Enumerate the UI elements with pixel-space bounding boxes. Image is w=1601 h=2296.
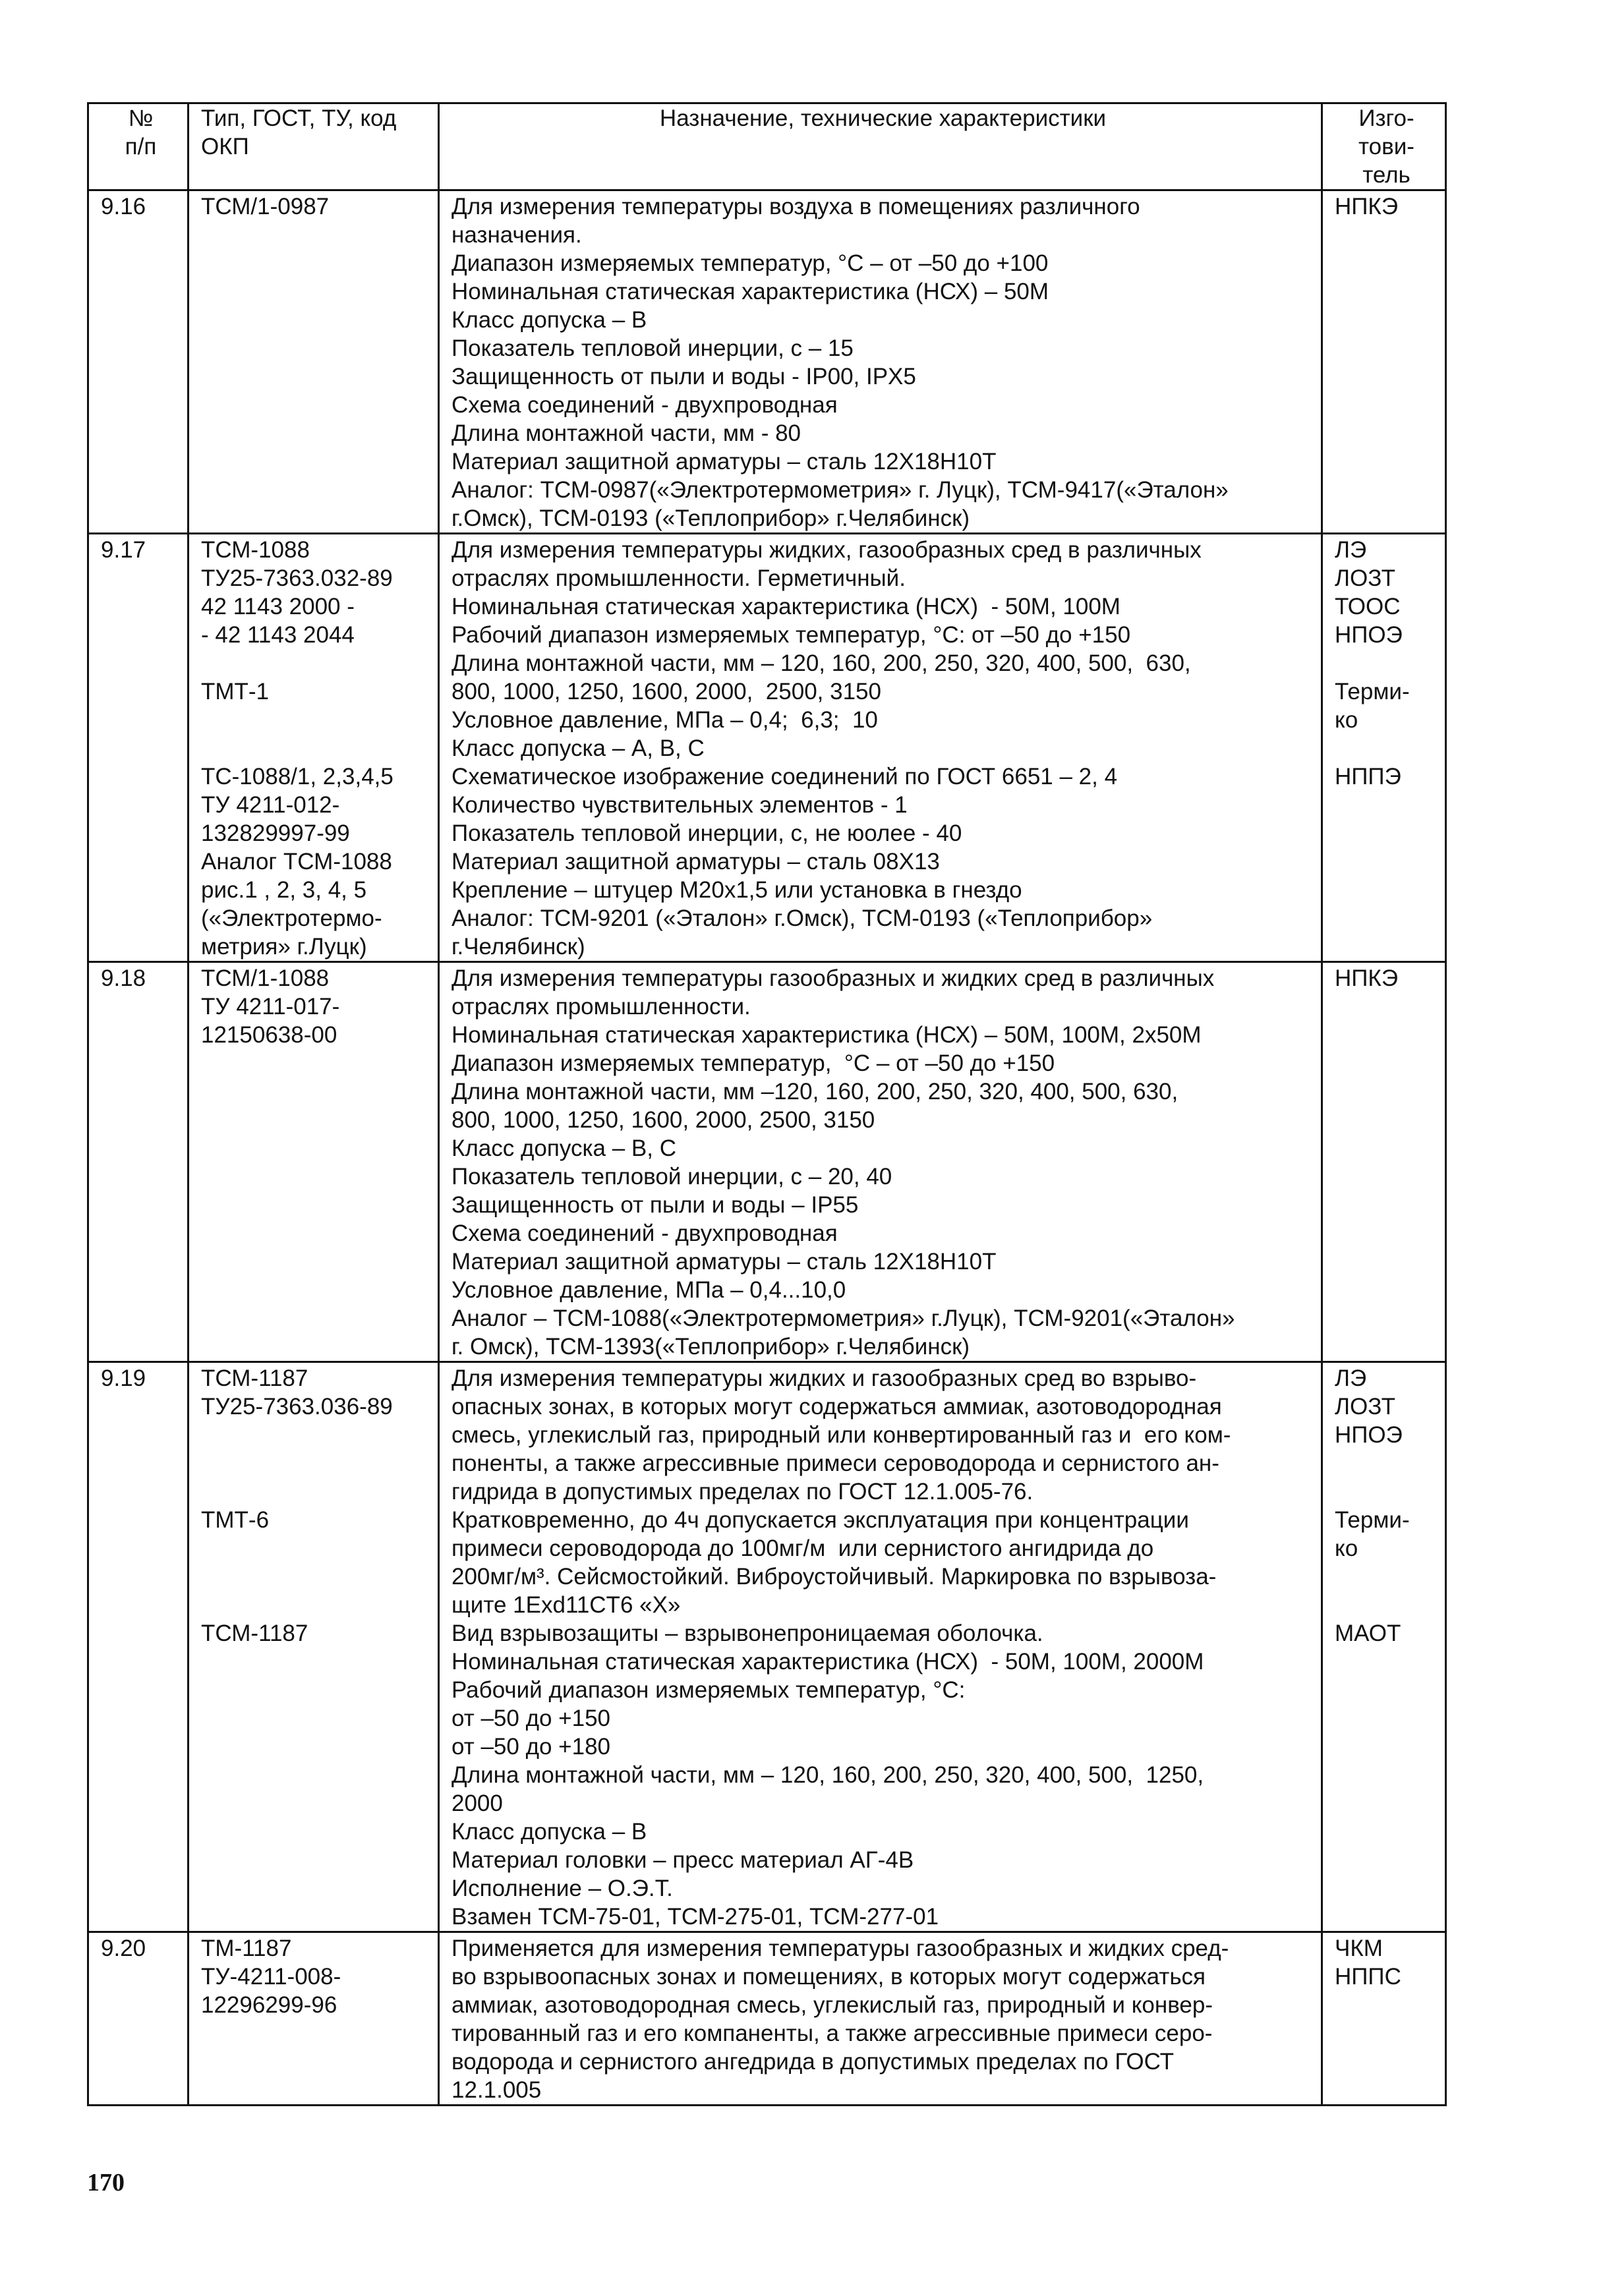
- description-line: Показатель тепловой инерции, с – 20, 40: [451, 1164, 892, 1190]
- spacer: [1335, 649, 1438, 677]
- spacer: [1335, 1563, 1438, 1591]
- header-type-line: Тип, ГОСТ, ТУ, код: [201, 105, 397, 131]
- description-line: Условное давление, МПа – 0,4...10,0: [451, 1277, 846, 1303]
- spacer: [201, 1563, 431, 1591]
- description-line: Исполнение – О.Э.Т.: [451, 1876, 673, 1901]
- description-cell: [439, 190, 1322, 534]
- description-line: от –50 до +180: [451, 1734, 611, 1760]
- page-number: 170: [87, 2169, 125, 2196]
- description-line: г.Челябинск): [451, 934, 585, 960]
- manufacturer-cell: [1322, 962, 1446, 1362]
- spacer: [201, 1421, 431, 1449]
- spacer: [201, 734, 431, 762]
- description-line: Взамен ТСМ-75-01, ТСМ-275-01, ТСМ-277-01: [451, 1904, 939, 1930]
- manufacturer-line: ЛОЗТ: [1335, 565, 1395, 591]
- header-manufacturer-line: тови-: [1358, 134, 1414, 159]
- header-description-text: Назначение, технические характеристики: [659, 105, 1107, 131]
- description-line: Рабочий диапазон измеряемых температур, °С:: [451, 1677, 966, 1703]
- description-line: 800, 1000, 1250, 1600, 2000, 2500, 3150: [451, 679, 881, 704]
- manufacturer-line: НППС: [1335, 1964, 1401, 1990]
- description-line: Вид взрывозащиты – взрывонепроницаемая оболочка.: [451, 1621, 1043, 1646]
- type-line: ТУ-4211-008-: [201, 1964, 341, 1990]
- manufacturer-line: НПКЭ: [1335, 965, 1398, 991]
- header-manufacturer-line: тель: [1362, 162, 1411, 188]
- description-line: Для измерения температуры воздуха в помещениях различного: [451, 194, 1140, 219]
- description-line: Крепление – штуцер М20х1,5 или установка в гнездо: [451, 877, 1022, 903]
- description-line: г.Омск), ТСМ-0193 («Теплоприбор» г.Челябинск): [451, 505, 970, 531]
- description-cell: [439, 962, 1322, 1362]
- spacer: [201, 706, 431, 734]
- manufacturer-line: НППЭ: [1335, 764, 1401, 789]
- description-line: Применяется для измерения температуры газообразных и жидких сред-: [451, 1936, 1229, 1961]
- description-line: Аналог – ТСМ-1088(«Электротермометрия» г.Луцк), ТСМ-9201(«Эталон»: [451, 1306, 1235, 1331]
- table-body: [88, 190, 1446, 2106]
- type-line: ТМ-1187: [201, 1936, 292, 1961]
- description-line: Длина монтажной части, мм – 120, 160, 200, 250, 320, 400, 500, 1250,: [451, 1762, 1204, 1788]
- manufacturer-line: МАОТ: [1335, 1621, 1401, 1646]
- type-line: рис.1 , 2, 3, 4, 5: [201, 877, 367, 903]
- description-line: Диапазон измеряемых температур, °С – от –50 до +150: [451, 1050, 1055, 1076]
- description-line: Класс допуска – А, В, С: [451, 735, 705, 761]
- type-standard-cell: [189, 962, 439, 1362]
- item-number: 9.16: [88, 190, 189, 534]
- header-description: [439, 103, 1322, 190]
- manufacturer-line: ЛЭ: [1335, 1365, 1367, 1391]
- description-line: аммиак, азотоводородная смесь, углекислый газ, природный и конвер-: [451, 1992, 1213, 2018]
- type-line: Аналог ТСМ-1088: [201, 849, 392, 875]
- description-line: Класс допуска – В, С: [451, 1135, 676, 1161]
- type-standard-cell: [189, 190, 439, 534]
- manufacturer-line: ко: [1335, 707, 1358, 733]
- description-line: примеси сероводорода до 100мг/м или сернистого ангидрида до: [451, 1535, 1154, 1561]
- description-line: Номинальная статическая характеристика (НСХ) - 50М, 100М, 2000М: [451, 1649, 1204, 1675]
- header-type: [189, 103, 439, 190]
- manufacturer-line: ЛОЗТ: [1335, 1394, 1395, 1420]
- description-line: Защищенность от пыли и воды - IP00, IPX5: [451, 364, 916, 389]
- header-manufacturer: [1322, 103, 1446, 190]
- spacer: [201, 1449, 431, 1478]
- spacer: [201, 1478, 431, 1506]
- description-line: смесь, углекислый газ, природный или конвертированный газ и его ком-: [451, 1422, 1231, 1448]
- header-type-line: ОКП: [201, 134, 249, 159]
- description-line: Длина монтажной части, мм - 80: [451, 420, 801, 446]
- description-cell: [439, 534, 1322, 962]
- description-line: Материал защитной арматуры – сталь 12Х18Н10Т: [451, 1249, 997, 1275]
- type-line: 42 1143 2000 -: [201, 594, 355, 619]
- table-row: [88, 1932, 1446, 2106]
- type-line: ТМТ-6: [201, 1507, 270, 1533]
- manufacturer-cell: [1322, 1362, 1446, 1932]
- manufacturer-line: ЧКМ: [1335, 1936, 1383, 1961]
- description-line: 12.1.005: [451, 2077, 542, 2103]
- description-line: тированный газ и его компаненты, а также агрессивные примеси серо-: [451, 2021, 1213, 2046]
- type-line: 12150638-00: [201, 1022, 337, 1048]
- header-number-line: п/п: [125, 134, 157, 159]
- type-standard-cell: [189, 1362, 439, 1932]
- type-line: ТСМ-1187: [201, 1365, 308, 1391]
- description-line: гидрида в допустимых пределах по ГОСТ 12.1.005-76.: [451, 1479, 1033, 1505]
- description-line: Защищенность от пыли и воды – IP55: [451, 1192, 859, 1218]
- description-line: Номинальная статическая характеристика (НСХ) – 50М: [451, 279, 1049, 304]
- description-line: Кратковременно, до 4ч допускается эксплуатация при концентрации: [451, 1507, 1189, 1533]
- description-line: Количество чувствительных элементов - 1: [451, 792, 908, 818]
- spacer: [201, 1591, 431, 1619]
- type-line: 12296299-96: [201, 1992, 337, 2018]
- type-line: - 42 1143 2044: [201, 622, 355, 648]
- description-line: во взрывоопасных зонах и помещениях, в которых могут содержаться: [451, 1964, 1206, 1990]
- type-line: ТУ 4211-017-: [201, 994, 340, 1019]
- table-row: [88, 534, 1446, 962]
- description-line: Показатель тепловой инерции, с – 15: [451, 335, 854, 361]
- manufacturer-line: НПОЭ: [1335, 622, 1403, 648]
- description-line: Схематическое изображение соединений по ГОСТ 6651 – 2, 4: [451, 764, 1118, 789]
- type-line: ТУ25-7363.036-89: [201, 1394, 393, 1420]
- description-line: назначения.: [451, 222, 582, 248]
- manufacturer-cell: [1322, 534, 1446, 962]
- type-line: ТУ25-7363.032-89: [201, 565, 393, 591]
- description-line: Класс допуска – В: [451, 1819, 647, 1845]
- manufacturer-line: НПКЭ: [1335, 194, 1398, 219]
- description-line: Длина монтажной части, мм – 120, 160, 200, 250, 320, 400, 500, 630,: [451, 650, 1191, 676]
- description-line: Аналог: ТСМ-9201 («Эталон» г.Омск), ТСМ-0193 («Теплоприбор»: [451, 905, 1153, 931]
- spacer: [201, 1534, 431, 1563]
- description-line: Для измерения температуры газообразных и жидких сред в различных: [451, 965, 1215, 991]
- description-line: Диапазон измеряемых температур, °С – от –50 до +100: [451, 250, 1049, 276]
- spacer: [1335, 1591, 1438, 1619]
- description-line: Номинальная статическая характеристика (НСХ) – 50М, 100М, 2х50М: [451, 1022, 1202, 1048]
- description-line: 2000: [451, 1791, 503, 1816]
- item-number: 9.19: [88, 1362, 189, 1932]
- type-line: ТСМ/1-1088: [201, 965, 330, 991]
- description-line: Материал защитной арматуры – сталь 12Х18Н10Т: [451, 449, 997, 474]
- description-line: водорода и сернистого ангедрида в допустимых пределах по ГОСТ: [451, 2049, 1175, 2075]
- table-row: [88, 1362, 1446, 1932]
- description-line: Длина монтажной части, мм –120, 160, 200, 250, 320, 400, 500, 630,: [451, 1079, 1179, 1105]
- spacer: [1335, 734, 1438, 762]
- item-number: 9.17: [88, 534, 189, 962]
- type-line: («Электротермо-: [201, 905, 382, 931]
- description-line: Рабочий диапазон измеряемых температур, °С: от –50 до +150: [451, 622, 1131, 648]
- description-cell: [439, 1932, 1322, 2106]
- description-line: щите 1Exd11CT6 «Х»: [451, 1592, 681, 1618]
- description-cell: [439, 1362, 1322, 1932]
- type-line: ТСМ-1187: [201, 1621, 308, 1646]
- description-line: г. Омск), ТСМ-1393(«Теплоприбор» г.Челябинск): [451, 1334, 970, 1360]
- header-number-line: №: [128, 105, 154, 131]
- item-number: 9.20: [88, 1932, 189, 2106]
- description-line: Аналог: ТСМ-0987(«Электротермометрия» г. Луцк), ТСМ-9417(«Эталон»: [451, 477, 1229, 503]
- manufacturer-line: НПОЭ: [1335, 1422, 1403, 1448]
- manufacturer-cell: [1322, 1932, 1446, 2106]
- header-manufacturer-line: Изго-: [1358, 105, 1414, 131]
- manufacturer-line: Терми-: [1335, 1507, 1410, 1533]
- table-row: [88, 190, 1446, 534]
- type-line: ТСМ/1-0987: [201, 194, 330, 219]
- header-number: [88, 103, 189, 190]
- description-line: Номинальная статическая характеристика (НСХ) - 50М, 100М: [451, 594, 1121, 619]
- item-number: 9.18: [88, 962, 189, 1362]
- type-standard-cell: [189, 534, 439, 962]
- type-line: ТМТ-1: [201, 679, 270, 704]
- description-line: Для измерения температуры жидких, газообразных сред в различных: [451, 537, 1202, 563]
- manufacturer-line: ЛЭ: [1335, 537, 1367, 563]
- type-standard-cell: [189, 1932, 439, 2106]
- description-line: от –50 до +150: [451, 1706, 611, 1731]
- specification-table: [87, 102, 1447, 2106]
- description-line: Схема соединений - двухпроводная: [451, 392, 838, 418]
- manufacturer-line: Терми-: [1335, 679, 1410, 704]
- spacer: [1335, 1478, 1438, 1506]
- description-line: Показатель тепловой инерции, с, не юолее - 40: [451, 820, 962, 846]
- type-line: метрия» г.Луцк): [201, 934, 367, 960]
- description-line: поненты, а также агрессивные примеси сероводорода и сернистого ан-: [451, 1450, 1219, 1476]
- spacer: [1335, 1449, 1438, 1478]
- manufacturer-cell: [1322, 190, 1446, 534]
- type-line: 132829997-99: [201, 820, 350, 846]
- type-line: ТУ 4211-012-: [201, 792, 340, 818]
- manufacturer-line: ТООС: [1335, 594, 1401, 619]
- description-line: Класс допуска – В: [451, 307, 647, 333]
- description-line: Схема соединений - двухпроводная: [451, 1220, 838, 1246]
- manufacturer-line: ко: [1335, 1535, 1358, 1561]
- description-line: 200мг/м³. Сейсмостойкий. Виброустойчивый. Маркировка по взрывоза-: [451, 1564, 1217, 1590]
- table-header-row: [88, 103, 1446, 190]
- type-line: ТСМ-1088: [201, 537, 310, 563]
- description-line: отраслях промышленности.: [451, 994, 751, 1019]
- description-line: Материал головки – пресс материал АГ-4В: [451, 1847, 914, 1873]
- description-line: опасных зонах, в которых могут содержаться аммиак, азотоводородная: [451, 1394, 1222, 1420]
- description-line: Материал защитной арматуры – сталь 08Х13: [451, 849, 940, 875]
- table-row: [88, 962, 1446, 1362]
- description-line: отраслях промышленности. Герметичный.: [451, 565, 906, 591]
- description-line: Для измерения температуры жидких и газообразных сред во взрыво-: [451, 1365, 1197, 1391]
- spacer: [201, 649, 431, 677]
- type-line: ТС-1088/1, 2,3,4,5: [201, 764, 393, 789]
- description-line: 800, 1000, 1250, 1600, 2000, 2500, 3150: [451, 1107, 875, 1133]
- description-line: Условное давление, МПа – 0,4; 6,3; 10: [451, 707, 878, 733]
